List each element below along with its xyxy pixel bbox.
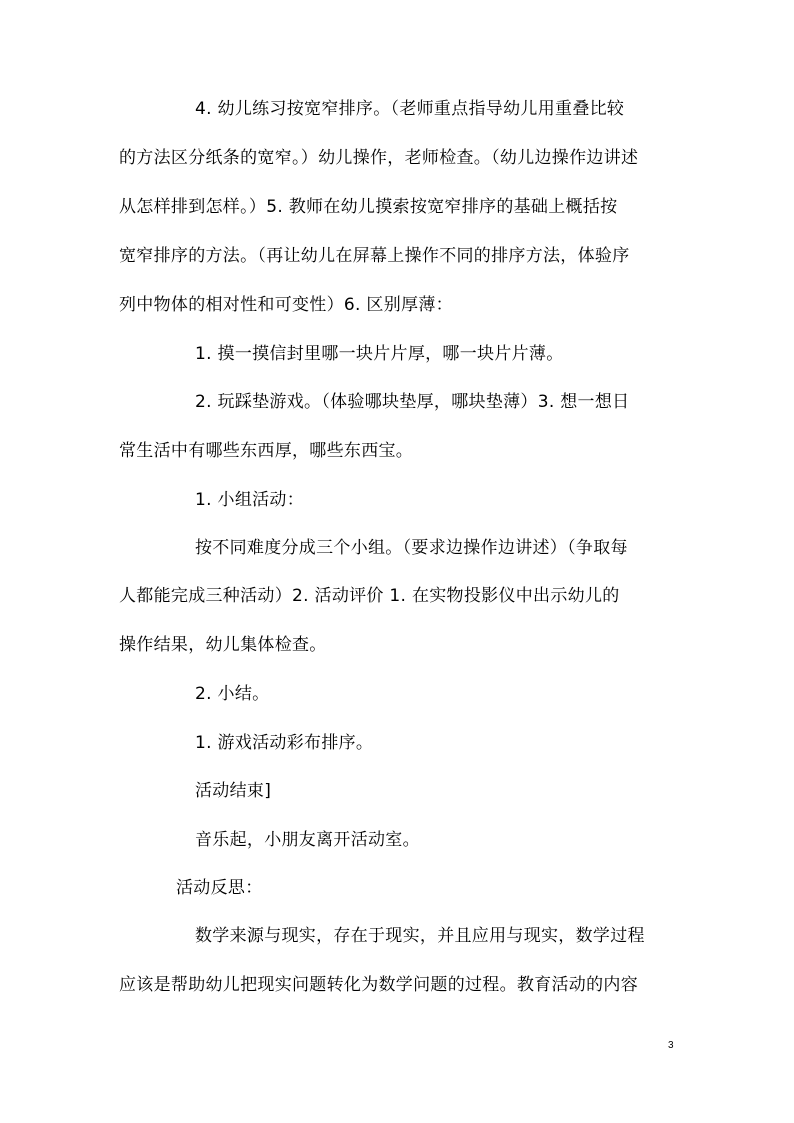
text-line: 音乐起，小朋友离开活动室。: [195, 830, 420, 850]
text-line: 按不同难度分成三个小组。（要求边操作边讲述）（争取每: [195, 538, 628, 558]
text-line: 人都能完成三种活动）2. 活动评价 1. 在实物投影仪中出示幼儿的: [119, 586, 620, 606]
text-line: 的方法区分纸条的宽窄。）幼儿操作，老师检查。（幼儿边操作边讲述: [119, 148, 639, 168]
text-line: 1. 游戏活动彩布排序。: [195, 733, 374, 753]
page-number: 3: [668, 1040, 674, 1051]
text-line: 活动反思：: [176, 878, 263, 898]
text-line: 常生活中有哪些东西厚，哪些东西宝。: [119, 441, 414, 461]
text-line: 2. 玩踩垫游戏。（体验哪块垫厚，哪块垫薄）3. 想一想日: [195, 392, 630, 412]
text-line: 1. 小组活动：: [195, 490, 305, 510]
text-line: 从怎样排到怎样。）5. 教师在幼儿摸索按宽窄排序的基础上概括按: [119, 197, 618, 217]
text-line: 活动结束]: [195, 781, 272, 801]
text-line: 数学来源与现实，存在于现实，并且应用与现实，数学过程: [195, 926, 645, 946]
text-line: 2. 小结。: [195, 684, 270, 704]
text-line: 应该是帮助幼儿把现实问题转化为数学问题的过程。教育活动的内容: [119, 975, 638, 995]
text-line: 列中物体的相对性和可变性）6. 区别厚薄：: [119, 295, 453, 315]
text-line: 1. 摸一摸信封里哪一块片片厚，哪一块片片薄。: [195, 344, 564, 364]
text-line: 4. 幼儿练习按宽窄排序。（老师重点指导幼儿用重叠比较: [195, 99, 625, 119]
text-line: 宽窄排序的方法。（再让幼儿在屏幕上操作不同的排序方法，体验序: [119, 246, 630, 266]
text-line: 操作结果，幼儿集体检查。: [119, 635, 327, 655]
